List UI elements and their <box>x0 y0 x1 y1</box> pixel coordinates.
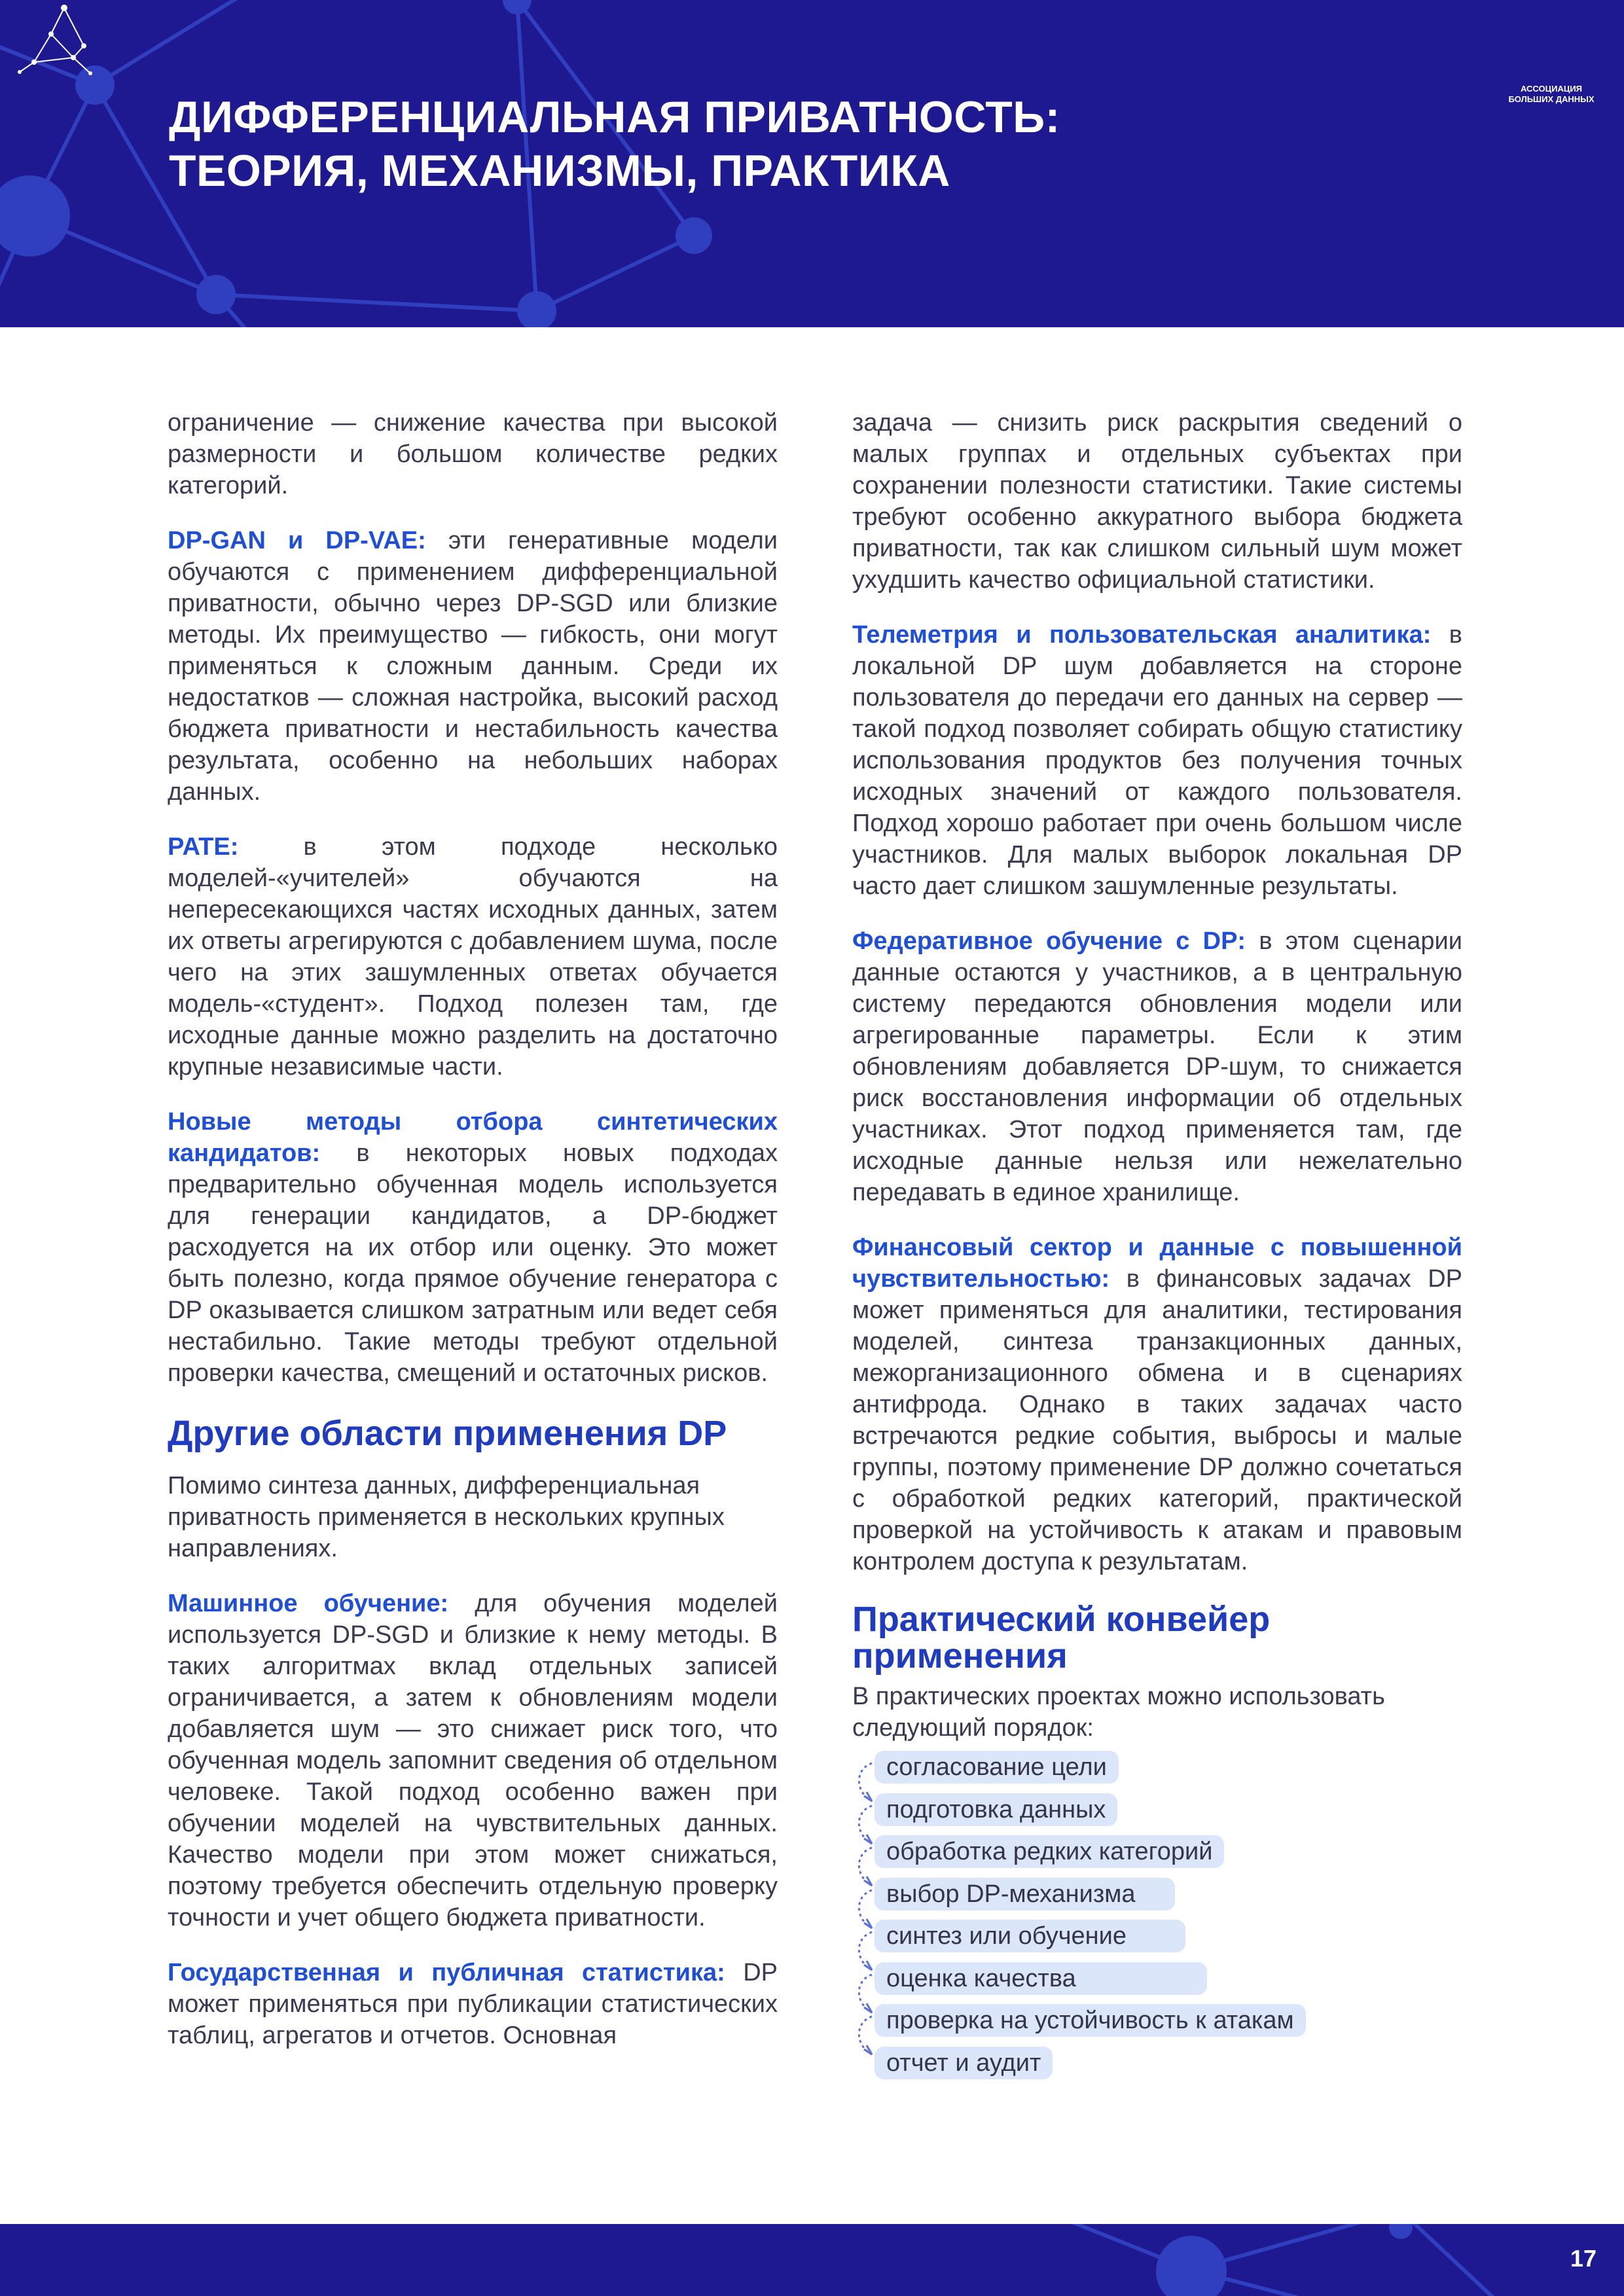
page-footer <box>0 2224 1624 2296</box>
page-number: 17 <box>1570 2245 1597 2272</box>
lead-telemetry: Телеметрия и пользовательская аналитика: <box>852 621 1432 649</box>
text-new-methods: в некоторых новых подходах предварительно обученная модель используется для генерации кандидатов, а DP-бюджет расходуется на их отбор или оценку. Это может быть полезно, когда прямое обучение генератора с DP оказывается слишком затратным или ведет себя нестабильно. Такие методы требуют отдельной проверки качества, смещений и остаточных рисков. <box>168 1139 778 1387</box>
pipeline-step <box>852 1746 1462 1789</box>
paragraph-new-methods <box>168 1106 778 1389</box>
text-federated: в этом сценарии данные остаются у участников, а в центральную систему передаются обновления модели или агрегированные параметры. Если к этим обновлениям добавляется DP-шум, то снижается риск восстановления информации об отдельных участниках. Этот подход применяется там, где исходные данные нельзя или нежелательно передавать в единое хранилище. <box>852 927 1462 1206</box>
pipeline-step-label: подготовка данных <box>875 1793 1117 1826</box>
logo-line-2: БОЛЬШИХ ДАННЫХ <box>1508 94 1595 104</box>
lead-ml: Машинное обучение: <box>168 1590 449 1617</box>
lead-gov-stat: Государственная и публичная статистика: <box>168 1959 725 1986</box>
title-line-2: ТЕОРИЯ, МЕХАНИЗМЫ, ПРАКТИКА <box>169 146 950 196</box>
pipeline-step <box>852 2000 1462 2042</box>
logo-text <box>1498 84 1605 105</box>
paragraph-gov-stat <box>168 1957 778 2051</box>
paragraph-limitation: ограничение — снижение качества при высокой размерности и большом количестве редких категорий. <box>168 409 778 499</box>
right-column <box>852 407 1462 2084</box>
lead-finance: Финансовый сектор и данные с повышенной чувствительностью: <box>852 1234 1462 1293</box>
lead-new-methods: Новые методы отбора синтетических кандидатов: <box>168 1108 778 1167</box>
pipeline-step <box>852 1789 1462 1831</box>
pipeline-step-label: согласование цели <box>875 1751 1119 1784</box>
pipeline-step <box>852 1831 1462 1873</box>
paragraph-gov-stat-cont: задача — снизить риск раскрытия сведений о малых группах и отдельных субъектах при сохранении полезности статистики. Такие системы требуют особенно аккуратного выбора бюджета приватности, так как слишком сильный шум может ухудшить качество официальной статистики. <box>852 409 1462 594</box>
pipeline-step-label: отчет и аудит <box>875 2047 1053 2079</box>
pipeline-step <box>852 1958 1462 2000</box>
paragraph-finance <box>852 1232 1462 1577</box>
pipeline-steps <box>852 1746 1462 2084</box>
paragraph-intro-other: Помимо синтеза данных, дифференциальная приватность применяется в нескольких крупных направлениях. <box>168 1472 725 1562</box>
section-title-pipeline: Практический конвейер применения <box>852 1600 1271 1676</box>
text-gov-stat: DP может применяться при публикации статистических таблиц, агрегатов и отчетов. Основная <box>168 1959 778 2049</box>
pipeline-step-label: выбор DP-механизма <box>875 1878 1175 1910</box>
text-ml: для обучения моделей используется DP-SGD и близкие к нему методы. В таких алгоритмах вклад отдельных записей ограничивается, а затем к обновлениям модели добавляется шум — это снижает риск того, что обученная модель запомнит сведения об отдельном человеке. Такой подход особенно важен при обучении моделей на чувствительных данных. Качество модели при этом может снижаться, поэтому требуется обеспечить отдельную проверку точности и учет общего бюджета приватности. <box>168 1590 778 1931</box>
pipeline-step-label: оценка качества <box>875 1962 1207 1995</box>
text-finance: в финансовых задачах DP может применяться для аналитики, тестирования моделей, синтеза транзакционных данных, межорганизационного обмена и в сценариях антифрода. Однако в таких задачах часто встречаются редкие события, выбросы и малые группы, поэтому применение DP должно сочетаться с обработкой редких категорий, практической проверкой на устойчивость к атакам и правовым контролем доступа к результатам. <box>852 1265 1462 1575</box>
text-dp-gan: эти генеративные модели обучаются с применением дифференциальной приватности, обычно через DP-SGD или близкие методы. Их преимущество — гибкость, они могут применяться к сложным данным. Среди их недостатков — сложная настройка, высокий расход бюджета приватности и нестабильность качества результата, особенно на небольших наборах данных. <box>168 527 778 806</box>
pipeline-step-label: синтез или обучение <box>875 1920 1185 1952</box>
section-title-other-areas: Другие области применения DP <box>168 1414 727 1453</box>
text-telemetry: в локальной DP шум добавляется на стороне пользователя до передачи его данных на сервер — такой подход позволяет собирать общую статистику использования продуктов без получения точных исходных значений от каждого пользователя. Подход хорошо работает при очень большом числе участников. Для малых выборок локальная DP часто дает слишком зашумленные результаты. <box>852 621 1462 900</box>
lead-federated: Федеративное обучение с DP: <box>852 927 1246 955</box>
paragraph-ml <box>168 1588 778 1933</box>
paragraph-dp-gan <box>168 525 778 808</box>
paragraph-federated <box>852 925 1462 1208</box>
paragraph-pate <box>168 831 778 1083</box>
paragraph-intro-pipeline: В практических проектах можно использовать следующий порядок: <box>852 1683 1385 1742</box>
association-logo-icon <box>0 0 105 98</box>
logo-line-1: АССОЦИАЦИЯ <box>1520 84 1583 94</box>
pipeline-step-label: проверка на устойчивость к атакам <box>875 2004 1306 2037</box>
paragraph-telemetry <box>852 619 1462 902</box>
text-pate: в этом подходе несколько моделей-«учителей» обучаются на непересекающихся частях исходных данных, затем их ответы агрегируются с добавлением шума, после чего на этих зашумленных ответах обучается модель-«студент». Подход полезен там, где исходные данные можно разделить на достаточно крупные независимые части. <box>168 833 778 1081</box>
title-line-1: ДИФФЕРЕНЦИАЛЬНАЯ ПРИВАТНОСТЬ: <box>169 92 1060 142</box>
network-pattern-decoration <box>0 2224 1624 2296</box>
pipeline-step <box>852 1873 1462 1916</box>
pipeline-step <box>852 1915 1462 1958</box>
pipeline-step <box>852 2042 1462 2085</box>
lead-dp-gan: DP-GAN и DP-VAE: <box>168 527 426 554</box>
pipeline-step-label: обработка редких категорий <box>875 1835 1224 1868</box>
lead-pate: PATE: <box>168 833 239 861</box>
left-column <box>168 407 778 2075</box>
page-title <box>169 90 1060 198</box>
page-header <box>0 0 1624 327</box>
